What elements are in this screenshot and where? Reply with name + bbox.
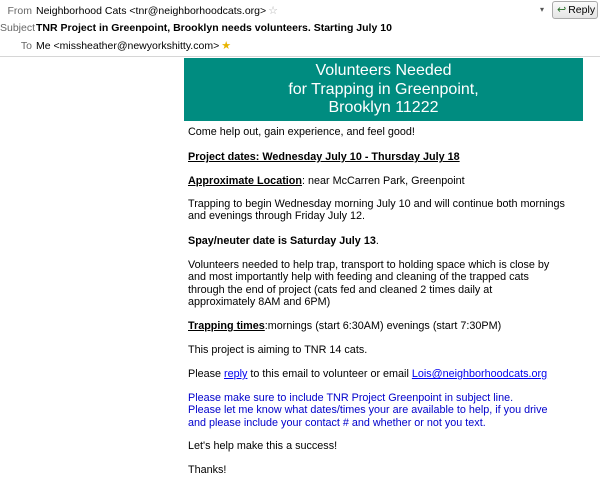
thanks-text: Thanks! — [188, 464, 227, 476]
subject-value: TNR Project in Greenpoint, Brooklyn needs volunteers. Starting July 10 — [36, 22, 392, 34]
blue-line-2: Please let me know what dates/times your are available to help, if you drive — [188, 404, 548, 417]
location-label: Approximate Location — [188, 175, 302, 187]
please-text: Please — [188, 368, 225, 380]
success-text: Let's help make this a success! — [188, 440, 338, 452]
contact-text: to this email to volunteer or email — [247, 368, 412, 380]
volunteers-line-2: and most importantly help with feeding and cleaning of the trapped cats — [188, 271, 529, 284]
blue-line-1: Please make sure to include TNR Project Greenpoint in subject line. — [188, 392, 514, 404]
from-value[interactable] — [36, 3, 278, 19]
reply-button[interactable] — [552, 1, 598, 19]
banner-line-3: Brooklyn 11222 — [328, 99, 439, 116]
reply-link[interactable]: reply — [224, 368, 248, 380]
volunteers-line-1: Volunteers needed to help trap, transport to holding space which is close by — [188, 259, 550, 271]
times-text: :mornings (start 6:30AM) evenings (start 7:30PM) — [264, 320, 502, 332]
times-label: Trapping times — [188, 320, 265, 332]
project-dates: Project dates: Wednesday July 10 - Thursday July 18 — [188, 151, 460, 163]
reply-label: Reply — [568, 4, 596, 16]
trapping-times-paragraph — [188, 320, 593, 332]
location-paragraph — [188, 175, 593, 187]
star-outline-icon[interactable]: ☆ — [268, 5, 279, 17]
volunteers-line-3: through the end of project (cats fed and cleaned 2 times daily at — [188, 283, 493, 296]
blue-paragraph — [188, 392, 593, 429]
reply-dropdown-caret-icon[interactable]: ▾ — [540, 5, 545, 14]
banner-line-2: for Trapping in Greenpoint, — [288, 80, 479, 98]
banner-line-1: Volunteers Needed — [315, 62, 452, 79]
contact-paragraph — [188, 368, 593, 380]
trapping-line-1: Trapping to begin Wednesday morning July 10 and will continue both mornings — [188, 198, 565, 210]
blue-line-3: and please include your contact # and whether or not you text. — [188, 416, 486, 429]
email-link[interactable]: Lois@neighborhoodcats.org — [411, 368, 548, 380]
spay-paragraph — [188, 235, 593, 247]
spay-period: . — [375, 235, 379, 247]
message-header — [0, 0, 600, 57]
to-address[interactable]: Me <missheather@newyorkshitty.com> — [36, 40, 220, 52]
reply-arrow-icon: ↩ — [557, 4, 567, 16]
from-address[interactable]: Neighborhood Cats <tnr@neighborhoodcats.org> — [36, 5, 267, 17]
volunteers-banner — [184, 58, 583, 121]
volunteers-paragraph — [188, 259, 593, 309]
aim-text: This project is aiming to TNR 14 cats. — [188, 344, 368, 356]
volunteers-line-4: approximately 8AM and 6PM) — [188, 296, 331, 309]
from-label: From — [7, 5, 32, 17]
to-label: To — [20, 40, 32, 52]
to-value[interactable] — [36, 38, 231, 54]
spay-text: Spay/neuter date is Saturday July 13 — [188, 235, 376, 247]
trapping-line-2: and evenings through Friday July 12. — [188, 210, 366, 223]
intro-text: Come help out, gain experience, and feel good! — [188, 126, 415, 138]
subject-label: Subject — [0, 22, 36, 34]
star-filled-icon[interactable]: ★ — [221, 40, 232, 52]
trapping-paragraph — [188, 198, 593, 223]
location-text: : near McCarren Park, Greenpoint — [301, 175, 465, 187]
